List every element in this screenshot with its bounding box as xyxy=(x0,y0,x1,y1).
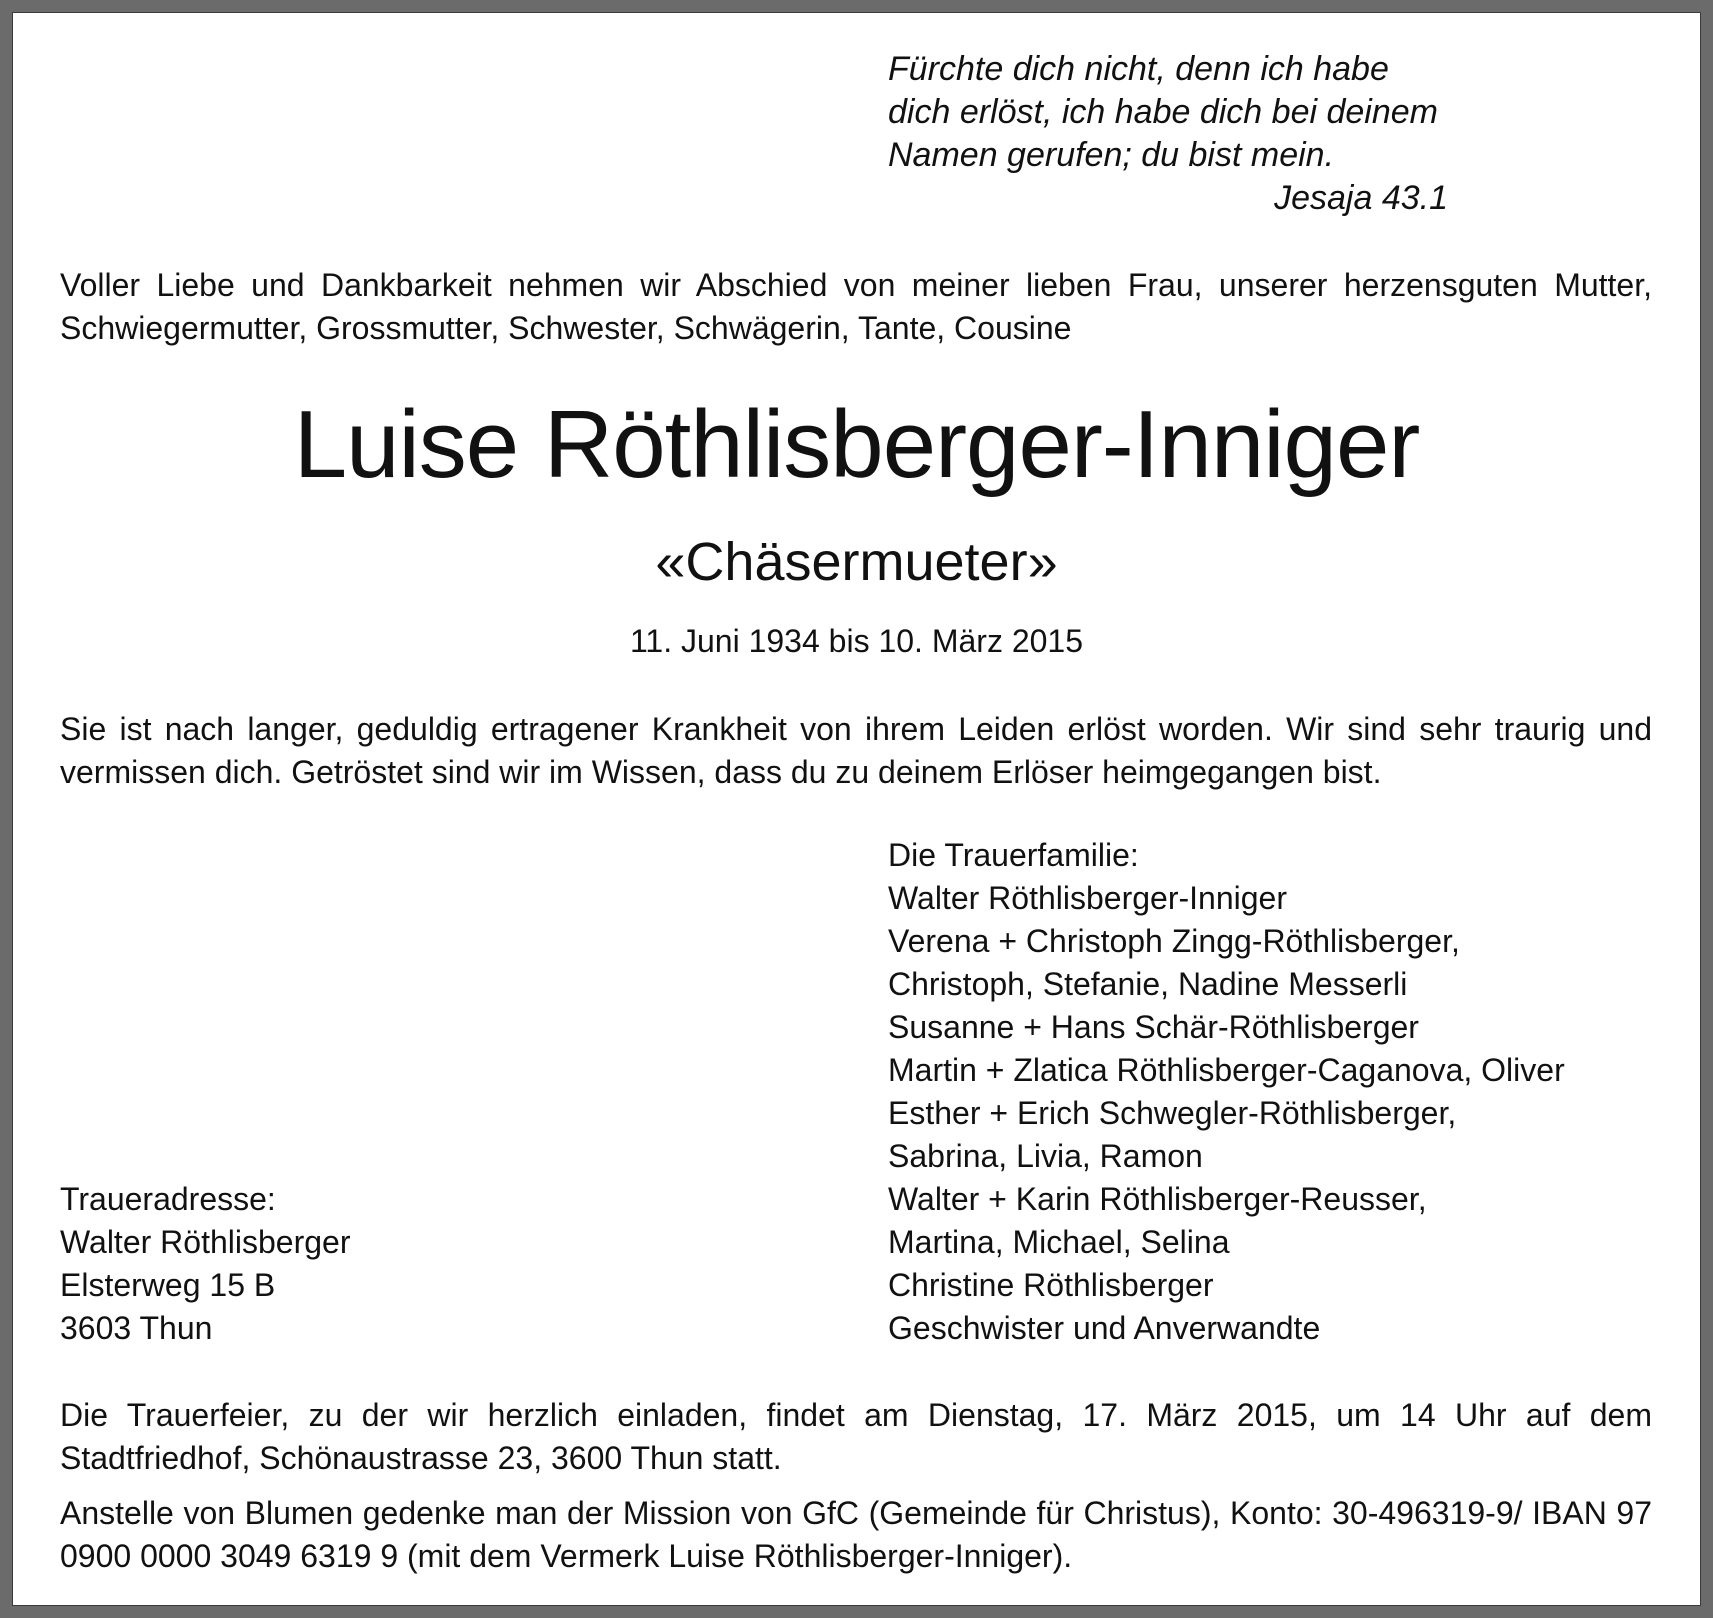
family-member: Christine Röthlisberger xyxy=(888,1267,1214,1303)
address-heading: Traueradresse: xyxy=(60,1181,276,1217)
family-member: Christoph, Stefanie, Nadine Messerli xyxy=(888,966,1408,1002)
mourning-address xyxy=(60,1178,760,1350)
donation-paragraph: Anstelle von Blumen gedenke man der Mission von GfC (Gemeinde für Christus), Konto: 30-496319-9/ IBAN 97 0900 0000 3049 6319 9 (mit dem Vermerk Luise Röthlisberger-Inniger). xyxy=(60,1495,1652,1574)
funeral-paragraph: Die Trauerfeier, zu der wir herzlich einladen, findet am Dienstag, 17. März 2015, um 14 Uhr auf dem Stadtfriedhof, Schönaustrasse 23, 3600 Thun statt. xyxy=(60,1397,1652,1476)
address-line: 3603 Thun xyxy=(60,1310,213,1346)
family-member: Martina, Michael, Selina xyxy=(888,1224,1230,1260)
family-member: Sabrina, Livia, Ramon xyxy=(888,1138,1203,1174)
bible-verse xyxy=(888,48,1468,220)
deceased-nickname: «Chäsermueter» xyxy=(655,532,1058,592)
life-dates: 11. Juni 1934 bis 10. März 2015 xyxy=(629,623,1084,659)
mourning-family xyxy=(888,834,1688,1350)
family-member: Geschwister und Anverwandte xyxy=(888,1310,1321,1346)
family-member: Verena + Christoph Zingg-Röthlisberger, xyxy=(888,923,1460,959)
family-member: Esther + Erich Schwegler-Röthlisberger, xyxy=(888,1095,1457,1131)
family-member: Susanne + Hans Schär-Röthlisberger xyxy=(888,1009,1419,1045)
verse-reference: Jesaja 43.1 xyxy=(1274,179,1448,217)
intro-paragraph: Voller Liebe und Dankbarkeit nehmen wir Abschied von meiner lieben Frau, unserer herzensguten Mutter, Schwiegermutter, Grossmutter, Schwester, Schwägerin, Tante, Cousine xyxy=(60,267,1652,346)
verse-line: Fürchte dich nicht, denn ich habe xyxy=(888,50,1389,88)
family-heading: Die Trauerfamilie: xyxy=(888,837,1139,873)
family-member: Martin + Zlatica Röthlisberger-Caganova, Oliver xyxy=(888,1052,1565,1088)
family-member: Walter + Karin Röthlisberger-Reusser, xyxy=(888,1181,1427,1217)
verse-line: dich erlöst, ich habe dich bei deinem xyxy=(888,93,1438,131)
message-paragraph: Sie ist nach langer, geduldig ertragener Krankheit von ihrem Leiden erlöst worden. Wir sind sehr traurig und vermissen dich. Getröstet sind wir im Wissen, dass du zu deinem Erlöser heimgegangen bist. xyxy=(60,711,1652,790)
verse-line: Namen gerufen; du bist mein. xyxy=(888,136,1335,174)
address-line: Walter Röthlisberger xyxy=(60,1224,351,1260)
family-member: Walter Röthlisberger-Inniger xyxy=(888,880,1287,916)
address-line: Elsterweg 15 B xyxy=(60,1267,276,1303)
deceased-name: Luise Röthlisberger-Inniger xyxy=(293,391,1420,498)
